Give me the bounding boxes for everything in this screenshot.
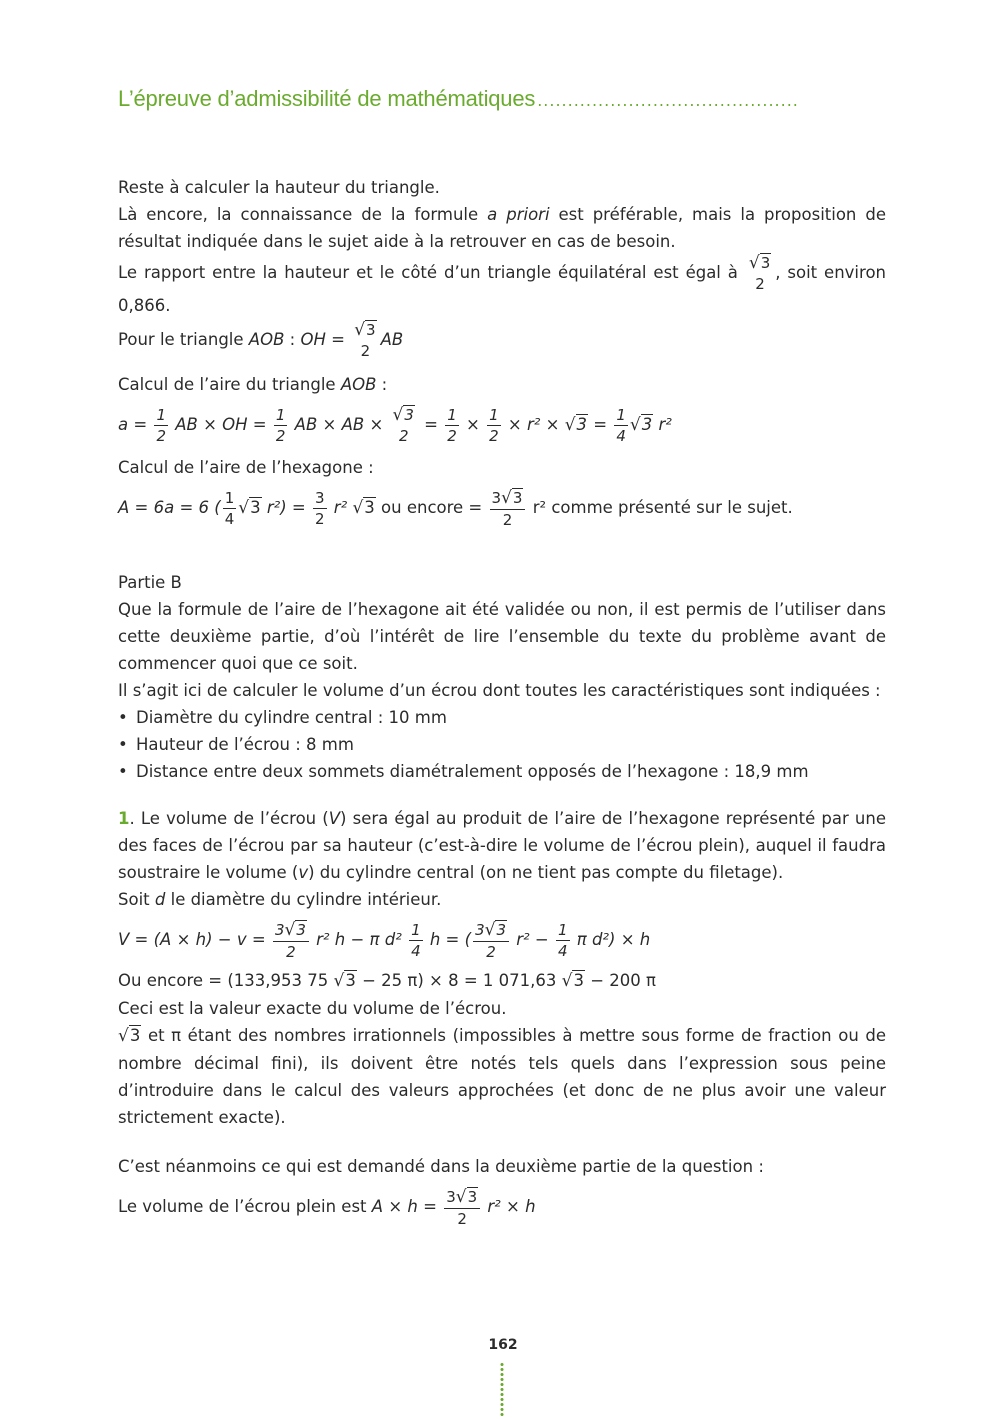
paragraph: Il s’agit ici de calculer le volume d’un écrou dont toutes les caractéristiques sont indiquées :	[118, 681, 881, 700]
paragraph	[118, 201, 886, 255]
text: Là encore, la connaissance de la formule	[118, 205, 488, 224]
equation-full-volume: Le volume de l’écrou plein est A × h = $\frac{3√3}{2}$ r² × h	[118, 1186, 536, 1228]
paragraph: Soit d le diamètre du cylindre intérieur.	[118, 890, 442, 909]
list-item: • Distance entre deux sommets diamétralement opposés de l’hexagone : 18,9 mm	[118, 758, 886, 785]
paragraph: Ceci est la valeur exacte du volume de l’écrou.	[118, 999, 507, 1018]
paragraph	[118, 255, 886, 319]
fraction: √3 2	[748, 253, 771, 293]
list-item: • Hauteur de l’écrou : 8 mm	[118, 731, 886, 758]
text: , soit environ 0,866.	[118, 263, 886, 315]
text: Le rapport entre la hauteur et le côté d’un triangle équilatéral est égal à	[118, 263, 745, 282]
header-dots: ...........................................	[537, 91, 799, 110]
text: est préférable, mais la proposition de résultat indiquée dans le sujet aide à la retrouver en cas de besoin.	[118, 205, 886, 251]
equation-area-triangle: a = $\frac{1}{2}$ AB × OH = $\frac{1}{2}$ AB × AB × √3 2 = $\frac{1}{2}$ × $\frac{1}{2}$ × r² × √3 = $\frac{1}{4}$ √3 r²	[118, 405, 672, 445]
list-item: • Diamètre du cylindre central : 10 mm	[118, 704, 886, 731]
equation-area-hexagon: A = 6a = 6 ( $\frac{1}{4}$ √3 r²) = $\frac{3}{2}$ r² √3 ou encore = $\frac{3√3}{2}$ r² comme présenté sur le sujet.	[118, 487, 793, 529]
running-header	[118, 86, 888, 118]
paragraph: √3 et π étant des nombres irrationnels (impossibles à mettre sous forme de fraction ou de nombre décimal fini), ils doivent être notés tels quels dans l’expression sous peine d’introduire dans le calcul des valeurs approchées (et donc de ne plus avoir une valeur strictement exacte).	[118, 1026, 886, 1127]
sqrt: √3	[748, 253, 771, 273]
paragraph: Reste à calculer la hauteur du triangle.	[118, 178, 440, 197]
paragraph: Calcul de l’aire du triangle AOB :	[118, 375, 388, 394]
equation-volume: V = (A × h) − v = $\frac{3√3}{2}$ r² h − π d² $\frac{1}{4}$ h = ( $\frac{3√3}{2}$ r² − $\frac{1}{4}$ π d²) × h	[118, 919, 651, 961]
paragraph: Calcul de l’aire de l’hexagone :	[118, 458, 374, 477]
italic-text: a priori	[487, 205, 550, 224]
paragraph: C’est néanmoins ce qui est demandé dans la deuxième partie de la question :	[118, 1157, 764, 1176]
paragraph: 1. Le volume de l’écrou (V) sera égal au produit de l’aire de l’hexagone représenté par une des faces de l’écrou par sa hauteur (c’est-à-dire le volume de l’écrou plein), auquel il faudra soustraire le volume (v) du cylindre central (on ne tient pas compte du filetage).	[118, 809, 886, 882]
paragraph: Que la formule de l’aire de l’hexagone ait été validée ou non, il est permis de l’utiliser dans cette deuxième partie, d’où l’intérêt de lire l’ensemble du texte du problème avant de commencer quoi que ce soit.	[118, 600, 886, 673]
fraction: √3 2	[354, 320, 376, 360]
footer-dotted-line	[500, 1362, 504, 1417]
equation-line: Pour le triangle AOB : OH = √3 2 AB	[118, 320, 404, 360]
question-number: 1	[118, 809, 130, 828]
header-title: L’épreuve d’admissibilité de mathématiques	[118, 86, 536, 111]
page-number: 162	[488, 1337, 518, 1353]
page-body	[118, 174, 886, 1234]
paragraph: Ou encore = (133,953 75 √3 − 25 π) × 8 = 1 071,63 √3 − 200 π	[118, 971, 656, 991]
section-title: Partie B	[118, 573, 182, 592]
bullet-list	[118, 704, 886, 785]
